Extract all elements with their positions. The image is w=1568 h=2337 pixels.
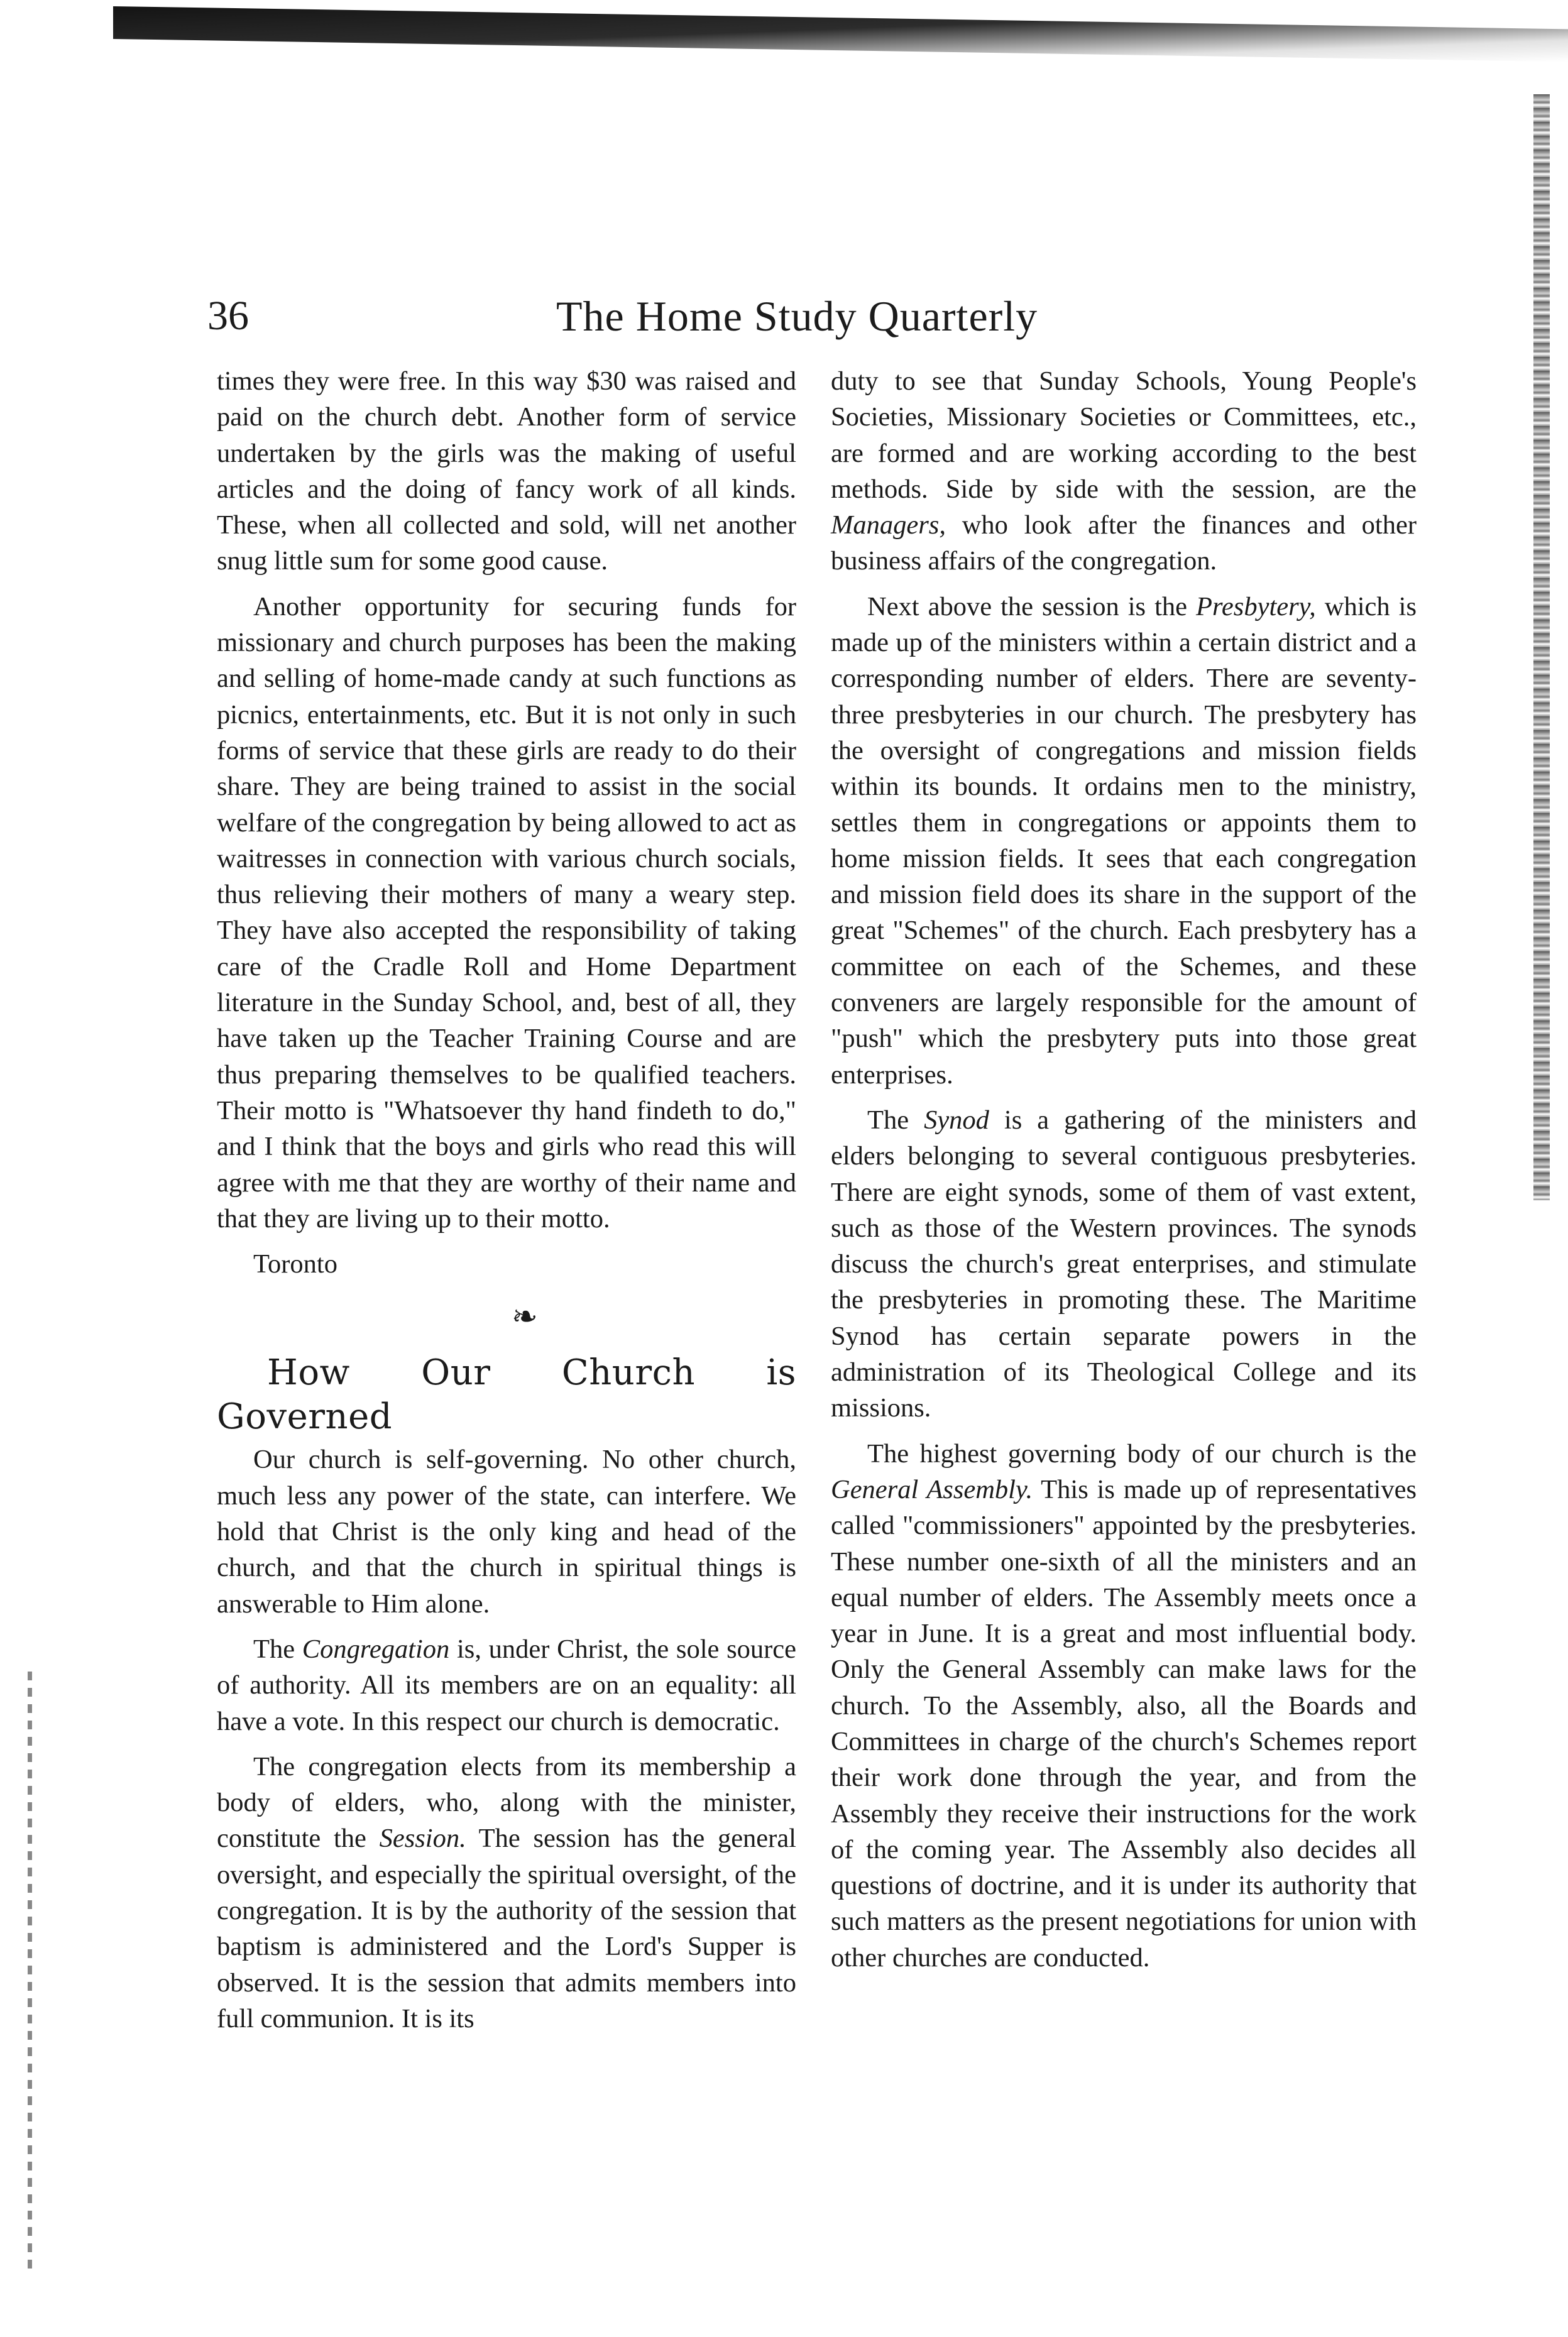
ornament-divider: ❧ (512, 1299, 538, 1335)
paragraph: The highest governing body of our church is the General Assembly. This is made up of representatives called "commissioners" appointed by the presbyteries. These number one-sixth of all the ministers and an equal number of elders. The Assembly meets once a year in June. It is a great and most influential body. Only the General Assembly can make laws for the church. To the Assembly, also, all the Boards and Committees in charge of the church's Schemes report their work done through the year, and from the Assembly they receive their instructions for the work of the coming year. The Assembly also decides all questions of doctrine, and it is under its authority that such matters as the present negotiations for union with other churches are conducted. (831, 1438, 1417, 1973)
scan-edge-top (113, 6, 1568, 62)
term-synod: Synod (924, 1105, 989, 1135)
paragraph: times they were free. In this way $30 was raised and paid on the church debt. Another form of service undertaken by the girls was the making of useful articles and the doing of fancy work of all kinds. These, when all collected and sold, will net another snug little sum for some good cause. (217, 366, 796, 576)
paragraph: Our church is self-governing. No other church, much less any power of the state, can interfere. We hold that Christ is the only king and head of the church, and that the church in spiritual things is answerable to Him alone. (217, 1445, 796, 1619)
running-title: The Home Study Quarterly (556, 292, 1038, 340)
paragraph: The Congregation is, under Christ, the sole source of authority. All its members are on an equality: all have a vote. In this respect our church is democratic. (217, 1634, 796, 1736)
right-column (831, 363, 1417, 1985)
section-heading: How Our Church is Governed (217, 1352, 796, 1438)
paragraph: Next above the session is the Presbytery, which is made up of the ministers within a certain district and a corresponding number of elders. There are seventy-three presbyteries in our church. The presbytery has the oversight of congregations and mission fields within its bounds. It ordains men to the ministry, settles them in congregations or appoints them to home mission fields. It sees that each congregation and mission field does its share in the support of the great "Schemes" of the church. Each presbytery has a committee on each of the Schemes, and these conveners are largely responsible for the amount of "push" which the presbytery puts into those great enterprises. (831, 591, 1417, 1090)
paragraph: The congregation elects from its membership a body of elders, who, along with the minister, constitute the Session. The session has the general oversight, and especially the spiritual oversight, of the congregation. It is by the authority of the session that baptism is administered and the Lord's Supper is observed. It is the session that admits members into full communion. It is its (217, 1751, 796, 2033)
term-managers: Managers, (831, 510, 946, 540)
left-column (217, 363, 796, 2046)
term-session: Session. (379, 1824, 466, 1854)
paragraph: The Synod is a gathering of the ministers and elders belonging to several contiguous presbyteries. There are eight synods, some of them of vast extent, such as those of the Western provinces. The synods discuss the church's great enterprises, and stimulate the presbyteries in promoting these. The Maritime Synod has certain separate powers in the administration of its Theological College and its missions. (831, 1105, 1417, 1423)
term-general-assembly: General Assembly. (831, 1474, 1033, 1504)
scan-edge-right (1533, 94, 1550, 1200)
term-presbytery: Presbytery, (1196, 591, 1316, 621)
paragraph: duty to see that Sunday Schools, Young People's Societies, Missionary Societies or Committees, etc., are formed and are working according to the best methods. Side by side with the session, are the Managers, who look after the finances and other business affairs of the congregation. (831, 366, 1417, 576)
page-number: 36 (207, 293, 249, 339)
paragraph: Another opportunity for securing funds for missionary and church purposes has been the making and selling of home-made candy at such functions as picnics, entertainments, etc. But it is not only in such forms of service that these girls are ready to do their share. They are being trained to assist in the social welfare of the congregation by being allowed to act as waitresses in connection with various church socials, thus relieving their mothers of many a weary step. They have also accepted the responsibility of taking care of the Cradle Roll and Home Department literature in the Sunday School, and, best of all, they have taken up the Teacher Training Course and are thus preparing themselves to be qualified teachers. Their motto is "Whatsoever thy hand findeth to do," and I think that the boys and girls who read this will agree with me that they are worthy of their name and that they are living up to their motto. (217, 591, 796, 1234)
scan-edge-left (28, 1672, 32, 2269)
page-header (207, 282, 1087, 351)
signoff-location: Toronto (253, 1249, 337, 1279)
term-congregation: Congregation (302, 1634, 450, 1664)
